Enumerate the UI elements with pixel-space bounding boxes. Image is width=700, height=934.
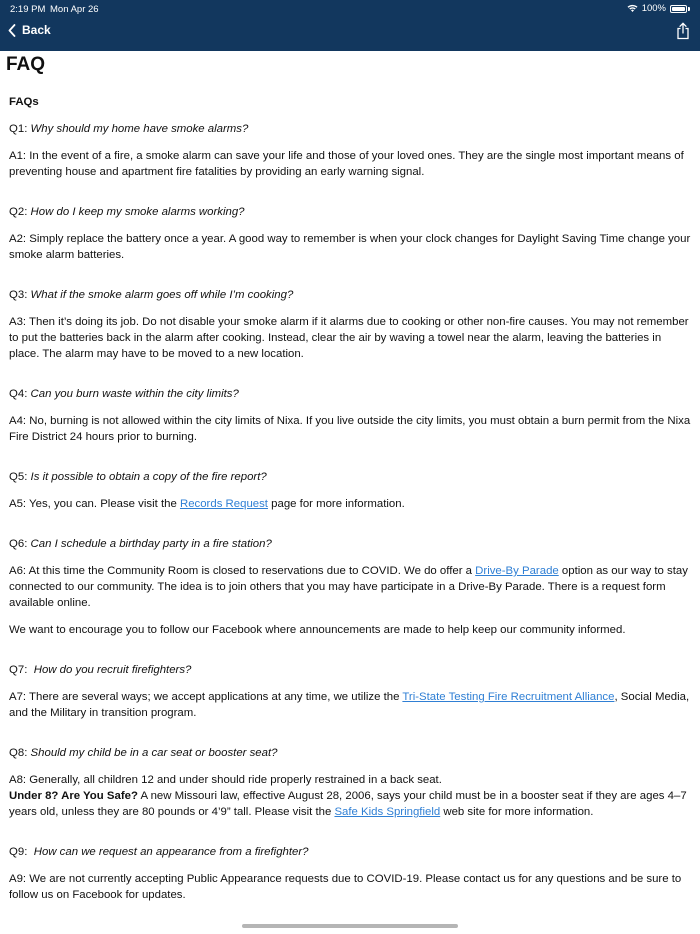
safe-kids-link[interactable]: Safe Kids Springfield: [334, 806, 441, 818]
top-bar: [0, 0, 700, 51]
share-button[interactable]: [676, 22, 690, 45]
status-bar: [0, 0, 700, 17]
chevron-left-icon: [8, 24, 16, 37]
section-heading: FAQs: [9, 96, 39, 108]
home-indicator[interactable]: [242, 924, 458, 928]
faq-question-5: Q5: Is it possible to obtain a copy of the fire report?: [9, 471, 267, 483]
faq-question-8: Q8: Should my child be in a car seat or booster seat?: [9, 747, 278, 759]
faq-answer-6: A6: At this time the Community Room is closed to reservations due to COVID. We do offer a Drive-By Parade option as our way to stay connected to our community. The idea is to join others that you may have participate in a Drive-By Parade. There is a request form available online.: [9, 565, 688, 609]
recruitment-alliance-link[interactable]: Tri-State Testing Fire Recruitment Alliance: [402, 691, 615, 703]
faq-question-3: Q3: What if the smoke alarm goes off while I’m cooking?: [9, 289, 294, 301]
status-date: Mon Apr 26: [50, 4, 99, 15]
faq-answer-8-extra: Under 8? Are You Safe? A new Missouri law, effective August 28, 2006, says your child must be in a booster seat if they are ages 4–7 years old, unless they are 80 pounds or 4’9” tall. Please visit the Safe Kids Springfield web site for more information.: [9, 790, 687, 818]
faq-answer-3: A3: Then it’s doing its job. Do not disable your smoke alarm if it alarms due to cooking or other non-fire causes. You may not remember to put the batteries back in the alarm after cooking. Instead, clear the air by waving a towel near the alarm, leaving the batteries in place. The alarm may have to be moved to a new location.: [9, 316, 689, 360]
battery-icon: [670, 5, 687, 13]
back-label: Back: [22, 23, 51, 37]
faq-question-6: Q6: Can I schedule a birthday party in a fire station?: [9, 538, 272, 550]
faq-question-9: Q9: How can we request an appearance from a firefighter?: [9, 846, 309, 858]
faq-question-1: Q1: Why should my home have smoke alarms?: [9, 123, 249, 135]
faq-answer-7: A7: There are several ways; we accept applications at any time, we utilize the Tri-State Testing Fire Recruitment Alliance, Social Media, and the Military in transition program.: [9, 691, 690, 719]
page-title: FAQ: [6, 54, 46, 75]
faq-answer-9: A9: We are not currently accepting Public Appearance requests due to COVID-19. Please contact us for any questions and be sure to follow us on Facebook for updates.: [9, 873, 682, 901]
drive-by-parade-link[interactable]: Drive-By Parade: [475, 565, 559, 577]
faq-answer-1: A1: In the event of a fire, a smoke alarm can save your life and those of your loved ones. They are the single most important means of preventing house and apartment fire fatalities by providing an early warning signal.: [9, 150, 684, 178]
status-time: 2:19 PM: [10, 4, 46, 15]
faq-question-4: Q4: Can you burn waste within the city limits?: [9, 388, 239, 400]
faq-question-7: Q7: How do you recruit firefighters?: [9, 664, 192, 676]
back-button[interactable]: [8, 23, 51, 37]
nav-bar: [8, 22, 690, 46]
faq-question-2: Q2: How do I keep my smoke alarms working?: [9, 206, 245, 218]
wifi-icon: [627, 4, 638, 13]
status-right: [627, 3, 690, 14]
faq-answer-6-extra: We want to encourage you to follow our Facebook where announcements are made to help keep our community informed.: [9, 624, 626, 636]
battery-percent: 100%: [641, 3, 666, 14]
records-request-link[interactable]: Records Request: [179, 498, 268, 510]
faq-content: [9, 94, 691, 903]
share-icon: [676, 22, 690, 40]
faq-answer-2: A2: Simply replace the battery once a year. A good way to remember is when your clock changes for Daylight Saving Time change your smoke alarm batteries.: [9, 233, 691, 261]
faq-answer-5: A5: Yes, you can. Please visit the Records Request page for more information.: [9, 498, 405, 510]
faq-answer-8: A8: Generally, all children 12 and under should ride properly restrained in a back seat.: [9, 774, 442, 786]
faq-answer-4: A4: No, burning is not allowed within the city limits of Nixa. If you live outside the city limits, you must obtain a burn permit from the Nixa Fire District 24 hours prior to burning.: [9, 415, 691, 443]
